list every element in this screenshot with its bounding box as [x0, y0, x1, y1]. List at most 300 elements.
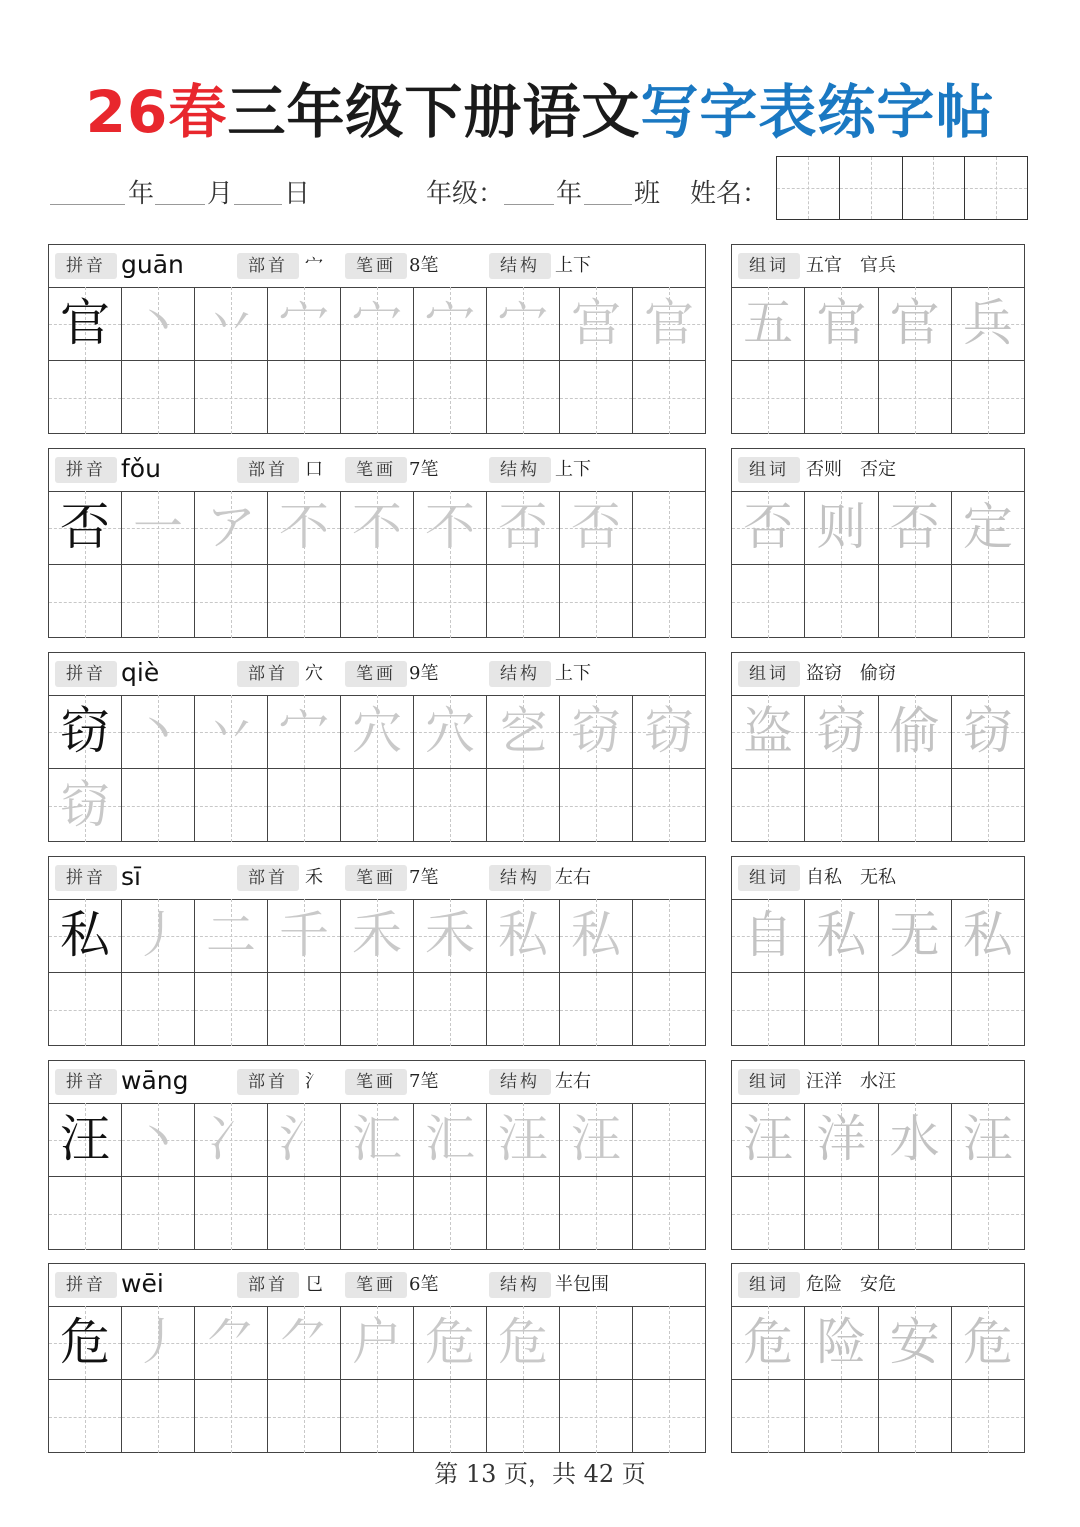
practice-row [49, 361, 705, 434]
practice-cell[interactable] [414, 1380, 487, 1453]
practice-cell[interactable] [487, 973, 560, 1046]
grid-cell[interactable] [487, 1103, 560, 1176]
name-box[interactable] [965, 157, 1027, 219]
pinyin-value: sī [121, 862, 141, 891]
words-value: 盗窃 偷窃 [806, 663, 896, 684]
practice-cell[interactable] [341, 1380, 414, 1453]
grid-cell[interactable] [195, 1103, 268, 1176]
name-writing-grid[interactable] [776, 156, 1028, 220]
practice-cell[interactable] [414, 565, 487, 638]
word-trace-character: 险 [816, 1313, 867, 1371]
grid-cell[interactable] [633, 695, 705, 768]
stroke-step-character: 穴 [352, 702, 402, 760]
pinyin-tag: 拼音 [55, 661, 117, 687]
practice-cell[interactable] [341, 973, 414, 1046]
practice-cell[interactable] [560, 1177, 633, 1250]
word-header [732, 857, 1024, 900]
word-trace-character: 无 [889, 906, 940, 964]
word-trace-character: 官 [816, 294, 867, 352]
practice-cell[interactable] [952, 769, 1024, 842]
strokes-tag: 笔画 [345, 457, 407, 483]
grid-cell[interactable] [341, 695, 414, 768]
grid-cell[interactable] [732, 695, 805, 768]
practice-row [49, 1380, 705, 1453]
stroke-step-character: ア [206, 498, 256, 556]
practice-cell[interactable] [952, 361, 1024, 434]
words-value: 汪洋 水汪 [806, 1071, 896, 1092]
name-box[interactable] [840, 157, 903, 219]
structure-value: 左右 [555, 1071, 591, 1092]
grid-cell[interactable] [487, 491, 560, 564]
practice-cell[interactable] [805, 565, 878, 638]
stroke-step-character: 汪 [571, 1110, 621, 1168]
grid-cell[interactable] [732, 287, 805, 360]
word-practice-block [731, 856, 1025, 1046]
word-grid [732, 287, 1024, 433]
grid-cell[interactable] [414, 1103, 487, 1176]
structure-tag: 结构 [489, 253, 551, 279]
practice-cell[interactable] [49, 361, 122, 434]
grid-cell[interactable] [414, 695, 487, 768]
practice-cell[interactable] [341, 769, 414, 842]
month-label: 月 [207, 179, 234, 209]
practice-cell[interactable] [560, 361, 633, 434]
grid-cell[interactable] [268, 1103, 341, 1176]
grid-cell[interactable] [805, 899, 878, 972]
stroke-step-character: 穵 [498, 702, 548, 760]
words-tag: 组词 [738, 865, 800, 891]
word-trace-character: 兵 [962, 294, 1013, 352]
stroke-step-character: 官 [644, 294, 694, 352]
word-trace-character: 危 [743, 1313, 794, 1371]
grid-cell[interactable] [879, 1103, 952, 1176]
practice-cell[interactable] [952, 565, 1024, 638]
practice-cell[interactable] [879, 973, 952, 1046]
char-practice-block [48, 448, 706, 638]
strokes-value: 9笔 [409, 663, 439, 684]
word-trace-row [732, 1103, 1024, 1177]
practice-cell[interactable] [268, 1380, 341, 1453]
practice-cell[interactable] [805, 1380, 878, 1453]
grid-cell[interactable] [487, 899, 560, 972]
stroke-step-character: 否 [498, 498, 548, 556]
grid-cell[interactable] [341, 491, 414, 564]
day-label: 日 [284, 179, 311, 209]
grid-cell[interactable] [487, 1306, 560, 1379]
word-header [732, 449, 1024, 492]
stroke-step-character: 丿 [133, 1313, 183, 1371]
grid-cell[interactable] [805, 491, 878, 564]
practice-cell[interactable] [341, 361, 414, 434]
grid-cell[interactable] [487, 287, 560, 360]
radical-value: 穴 [305, 663, 323, 684]
grid-cell[interactable] [633, 1103, 705, 1176]
word-trace-character: 否 [743, 498, 794, 556]
practice-cell[interactable] [805, 1177, 878, 1250]
practice-cell[interactable] [268, 769, 341, 842]
practice-cell[interactable] [268, 1177, 341, 1250]
grid-cell[interactable] [195, 491, 268, 564]
practice-cell[interactable] [732, 1177, 805, 1250]
stroke-step-character: 危 [498, 1313, 548, 1371]
grade-blank[interactable] [504, 204, 554, 205]
grid-cell[interactable] [952, 899, 1024, 972]
word-practice-row [732, 565, 1024, 638]
grid-cell[interactable] [122, 1306, 195, 1379]
word-trace-row [732, 287, 1024, 361]
grade-year-label: 年 [556, 179, 583, 209]
words-value: 否则 否定 [806, 459, 896, 480]
word-grid [732, 899, 1024, 1045]
model-character: 汪 [60, 1110, 110, 1168]
strokes-tag: 笔画 [345, 865, 407, 891]
words-tag: 组词 [738, 457, 800, 483]
word-trace-row [732, 899, 1024, 973]
grid-cell[interactable] [560, 287, 633, 360]
practice-cell[interactable] [195, 1380, 268, 1453]
stroke-step-character: 否 [571, 498, 621, 556]
grid-cell[interactable] [195, 899, 268, 972]
stroke-step-character [633, 899, 705, 972]
strokes-value: 7笔 [409, 459, 439, 480]
practice-cell[interactable] [805, 361, 878, 434]
practice-cell[interactable] [805, 973, 878, 1046]
grid-cell[interactable] [633, 287, 705, 360]
stroke-order-row [49, 899, 705, 973]
grid-cell[interactable] [633, 899, 705, 972]
model-character: 私 [60, 906, 110, 964]
pinyin-value: fǒu [121, 454, 161, 483]
practice-cell[interactable] [633, 361, 705, 434]
stroke-step-character: 宀 [498, 294, 548, 352]
word-trace-character: 水 [889, 1110, 940, 1168]
structure-tag: 结构 [489, 1272, 551, 1298]
grid-cell[interactable] [952, 1103, 1024, 1176]
title-topic: 写字表练字帖 [640, 78, 995, 146]
grid-cell[interactable] [805, 287, 878, 360]
char-practice-block [48, 652, 706, 842]
stroke-step-character: 宫 [571, 294, 621, 352]
radical-value: 氵 [305, 1071, 323, 1092]
word-trace-character: 窃 [962, 702, 1013, 760]
grid-cell[interactable] [633, 491, 705, 564]
grid-cell[interactable] [560, 695, 633, 768]
practice-cell[interactable] [414, 361, 487, 434]
word-grid [732, 491, 1024, 637]
word-trace-row [732, 1306, 1024, 1380]
grid-cell[interactable] [414, 1306, 487, 1379]
grid-cell[interactable] [633, 1306, 705, 1379]
words-tag: 组词 [738, 253, 800, 279]
grid-cell[interactable] [122, 695, 195, 768]
stroke-step-character: 二 [206, 906, 256, 964]
practice-cell[interactable] [879, 769, 952, 842]
page-title [0, 72, 1080, 152]
grid-cell[interactable] [268, 491, 341, 564]
practice-row [49, 769, 705, 842]
strokes-value: 6笔 [409, 1274, 439, 1295]
practice-cell[interactable] [49, 1380, 122, 1453]
grid-cell [49, 287, 122, 360]
stroke-step-character: 窃 [644, 702, 694, 760]
grid-cell[interactable] [805, 1103, 878, 1176]
practice-cell[interactable] [633, 973, 705, 1046]
practice-cell[interactable] [487, 361, 560, 434]
practice-cell[interactable] [195, 769, 268, 842]
practice-cell[interactable] [487, 565, 560, 638]
strokes-value: 8笔 [409, 255, 439, 276]
pinyin-tag: 拼音 [55, 1069, 117, 1095]
grid-cell[interactable] [341, 899, 414, 972]
word-trace-row [732, 491, 1024, 565]
grid-cell[interactable] [560, 899, 633, 972]
pinyin-value: wāng [121, 1066, 189, 1095]
grid-cell[interactable] [952, 695, 1024, 768]
practice-cell[interactable] [195, 973, 268, 1046]
grid-cell[interactable] [487, 695, 560, 768]
practice-cell[interactable] [122, 973, 195, 1046]
practice-cell[interactable] [952, 1177, 1024, 1250]
grid-cell[interactable] [414, 491, 487, 564]
practice-cell[interactable] [879, 1177, 952, 1250]
practice-cell[interactable] [732, 769, 805, 842]
practice-cell[interactable] [195, 565, 268, 638]
grid-cell[interactable] [879, 287, 952, 360]
practice-cell[interactable] [49, 1177, 122, 1250]
grid-cell[interactable] [122, 287, 195, 360]
stroke-step-character: ⺈ [279, 1313, 329, 1371]
practice-cell[interactable] [268, 361, 341, 434]
practice-cell[interactable] [952, 973, 1024, 1046]
writing-grid [49, 287, 705, 433]
practice-cell[interactable] [952, 1380, 1024, 1453]
grid-cell[interactable] [341, 1103, 414, 1176]
grid-cell[interactable] [879, 695, 952, 768]
practice-cell[interactable] [341, 565, 414, 638]
title-grade: 三年级下册语文 [227, 78, 641, 146]
practice-cell[interactable] [633, 1380, 705, 1453]
grid-cell[interactable] [414, 899, 487, 972]
strokes-value: 7笔 [409, 1071, 439, 1092]
practice-cell[interactable] [122, 565, 195, 638]
month-blank[interactable] [155, 204, 205, 205]
strokes-tag: 笔画 [345, 1069, 407, 1095]
grid-cell [49, 1103, 122, 1176]
practice-cell[interactable] [122, 1177, 195, 1250]
pinyin-value: guān [121, 250, 184, 279]
practice-cell[interactable] [49, 973, 122, 1046]
practice-cell[interactable] [560, 769, 633, 842]
practice-cell[interactable] [560, 973, 633, 1046]
year-label: 年 [128, 179, 155, 209]
practice-cell[interactable] [122, 361, 195, 434]
words-tag: 组词 [738, 1069, 800, 1095]
word-trace-character: 私 [962, 906, 1013, 964]
word-practice-row [732, 973, 1024, 1046]
practice-row [49, 565, 705, 638]
grid-cell[interactable] [560, 491, 633, 564]
pinyin-value: qiè [121, 658, 160, 687]
grid-cell[interactable] [732, 1306, 805, 1379]
practice-cell[interactable] [195, 361, 268, 434]
practice-cell[interactable] [732, 565, 805, 638]
stroke-step-character [560, 1306, 632, 1379]
practice-cell[interactable] [879, 565, 952, 638]
writing-grid [49, 899, 705, 1045]
words-tag: 组词 [738, 661, 800, 687]
words-value: 自私 无私 [806, 867, 896, 888]
char-info-header [49, 1264, 705, 1307]
practice-cell[interactable] [487, 1177, 560, 1250]
model-character: 危 [60, 1313, 110, 1371]
word-trace-character: 否 [889, 498, 940, 556]
grid-cell[interactable] [952, 1306, 1024, 1379]
word-trace-character: 定 [962, 498, 1013, 556]
practice-cell[interactable] [487, 769, 560, 842]
stroke-step-character: 私 [571, 906, 621, 964]
word-practice-row [732, 769, 1024, 842]
practice-cell[interactable] [195, 1177, 268, 1250]
grid-cell[interactable] [341, 1306, 414, 1379]
page-footer: 第 13 页，共 42 页 [434, 1460, 646, 1488]
practice-cell[interactable] [122, 769, 195, 842]
word-trace-character: 则 [816, 498, 867, 556]
grid-cell[interactable] [732, 491, 805, 564]
char-info-header [49, 857, 705, 900]
stroke-step-character: 冫 [206, 1110, 256, 1168]
grid-cell[interactable] [268, 287, 341, 360]
practice-cell[interactable] [732, 361, 805, 434]
structure-tag: 结构 [489, 865, 551, 891]
word-grid [732, 1306, 1024, 1452]
stroke-order-row [49, 695, 705, 769]
name-label: 姓名： [690, 179, 769, 209]
stroke-step-character: 丶 [133, 1110, 183, 1168]
word-practice-block [731, 244, 1025, 434]
practice-cell[interactable] [633, 565, 705, 638]
practice-cell[interactable] [49, 565, 122, 638]
practice-cell[interactable] [122, 1380, 195, 1453]
grade-label: 年级： [426, 179, 505, 209]
grid-cell[interactable] [414, 287, 487, 360]
structure-tag: 结构 [489, 661, 551, 687]
stroke-step-character: 户 [352, 1313, 402, 1371]
grid-cell[interactable] [732, 1103, 805, 1176]
grid-cell[interactable] [805, 1306, 878, 1379]
grid-cell[interactable] [122, 899, 195, 972]
practice-cell[interactable] [560, 1380, 633, 1453]
stroke-step-character: 宀 [279, 702, 329, 760]
grid-cell[interactable] [122, 1103, 195, 1176]
practice-cell[interactable] [49, 769, 122, 842]
structure-value: 半包围 [555, 1274, 609, 1295]
word-trace-character: 官 [889, 294, 940, 352]
radical-tag: 部首 [237, 661, 299, 687]
grid-cell[interactable] [805, 695, 878, 768]
class-blank[interactable] [584, 204, 632, 205]
word-header [732, 245, 1024, 288]
practice-cell[interactable] [879, 361, 952, 434]
grid-cell [49, 899, 122, 972]
practice-cell[interactable] [268, 565, 341, 638]
grid-cell[interactable] [341, 287, 414, 360]
grid-cell[interactable] [560, 1103, 633, 1176]
practice-cell[interactable] [414, 1177, 487, 1250]
grid-cell[interactable] [268, 899, 341, 972]
word-practice-row [732, 1380, 1024, 1453]
grid-cell[interactable] [879, 1306, 952, 1379]
stroke-step-character: 不 [425, 498, 475, 556]
practice-cell[interactable] [487, 1380, 560, 1453]
char-info-header [49, 1061, 705, 1104]
stroke-step-character: 汪 [498, 1110, 548, 1168]
writing-grid [49, 1103, 705, 1249]
practice-cell[interactable] [633, 1177, 705, 1250]
grid-cell[interactable] [195, 695, 268, 768]
stroke-order-row [49, 1103, 705, 1177]
stroke-step-character: 汇 [425, 1110, 475, 1168]
word-trace-character: 安 [889, 1313, 940, 1371]
word-trace-character: 偷 [889, 702, 940, 760]
grid-cell[interactable] [195, 1306, 268, 1379]
grid-cell[interactable] [122, 491, 195, 564]
grid-cell[interactable] [195, 287, 268, 360]
model-character: 窃 [60, 702, 110, 760]
name-box[interactable] [903, 157, 966, 219]
grid-cell[interactable] [732, 899, 805, 972]
practice-cell[interactable] [633, 769, 705, 842]
stroke-step-character: 丷 [206, 702, 256, 760]
word-trace-character: 洋 [816, 1110, 867, 1168]
grid-cell[interactable] [952, 287, 1024, 360]
stroke-order-row [49, 1306, 705, 1380]
grid-cell[interactable] [268, 695, 341, 768]
radical-value: 口 [305, 459, 323, 480]
practice-cell[interactable] [268, 973, 341, 1046]
grid-cell[interactable] [879, 491, 952, 564]
day-blank[interactable] [234, 204, 282, 205]
model-character: 官 [60, 294, 110, 352]
practice-cell[interactable] [805, 769, 878, 842]
grid-cell[interactable] [952, 491, 1024, 564]
grid-cell[interactable] [268, 1306, 341, 1379]
word-trace-character: 危 [962, 1313, 1013, 1371]
word-practice-row [732, 1177, 1024, 1250]
grid-cell [49, 1306, 122, 1379]
practice-cell[interactable] [414, 769, 487, 842]
stroke-step-character: 丿 [133, 906, 183, 964]
model-character: 否 [60, 498, 110, 556]
stroke-step-character: 宀 [279, 294, 329, 352]
practice-cell[interactable] [414, 973, 487, 1046]
grid-cell[interactable] [879, 899, 952, 972]
word-trace-character: 盗 [743, 702, 794, 760]
practice-cell[interactable] [560, 565, 633, 638]
practice-cell[interactable] [341, 1177, 414, 1250]
practice-cell[interactable] [879, 1380, 952, 1453]
practice-cell[interactable] [732, 973, 805, 1046]
grid-cell[interactable] [560, 1306, 633, 1379]
word-trace-row [732, 695, 1024, 769]
practice-cell[interactable] [732, 1380, 805, 1453]
name-box[interactable] [777, 157, 840, 219]
year-blank[interactable] [50, 204, 125, 205]
stroke-step-character [633, 1103, 705, 1176]
word-header [732, 653, 1024, 696]
pinyin-tag: 拼音 [55, 253, 117, 279]
stroke-step-character [633, 491, 705, 564]
strokes-tag: 笔画 [345, 253, 407, 279]
